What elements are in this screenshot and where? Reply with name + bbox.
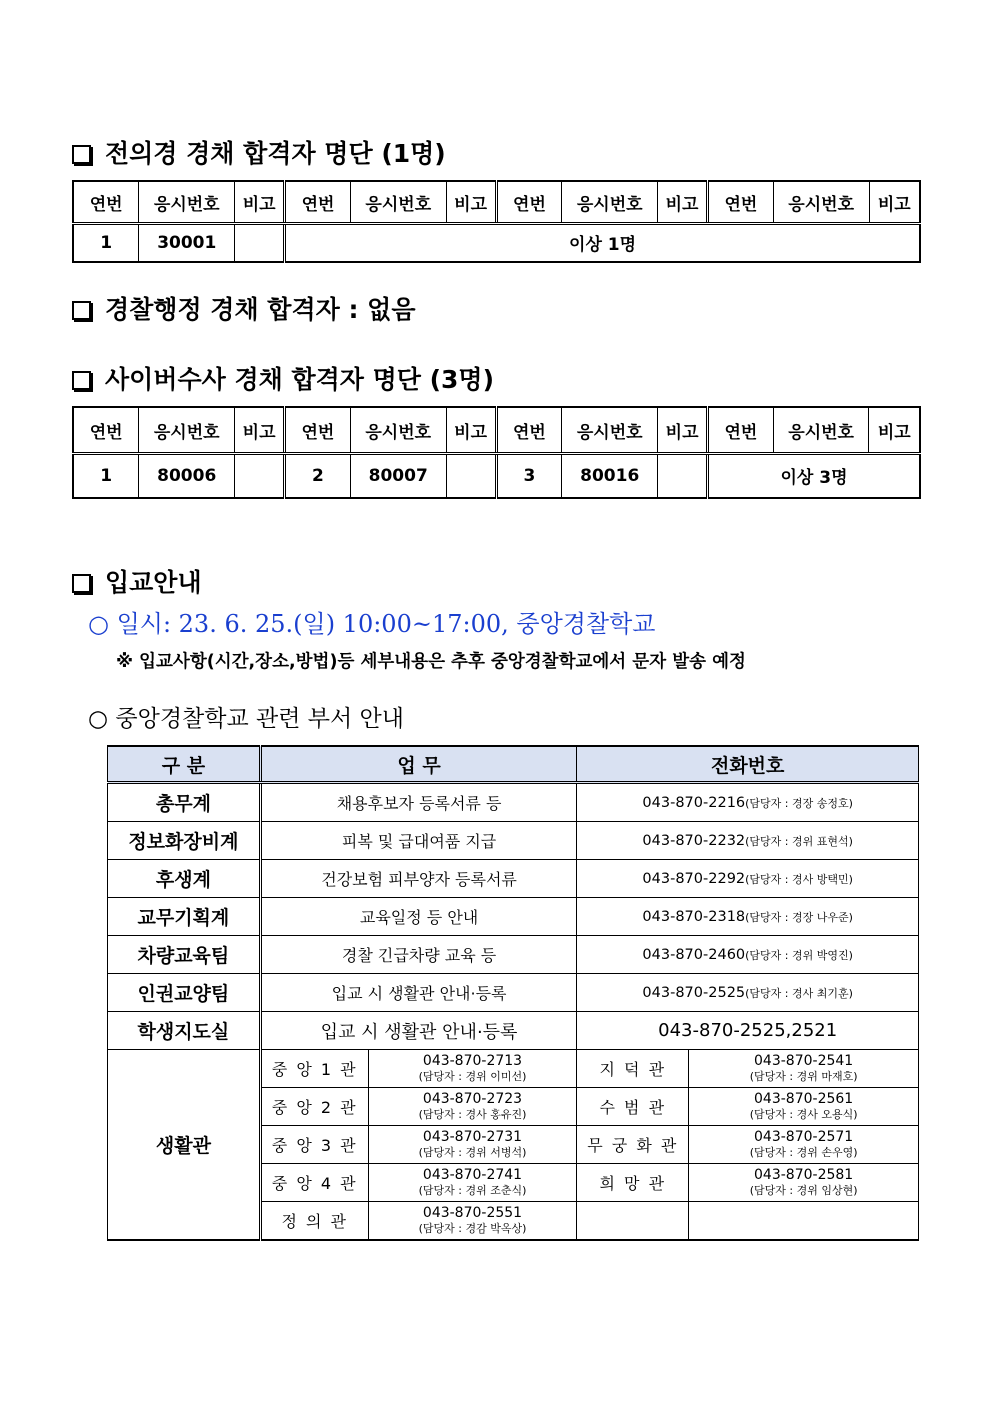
dept-work: 채용후보자 등록서류 등 xyxy=(260,783,577,822)
dept-phone: 043-870-2318(담당자 : 경장 나우준) xyxy=(577,898,919,936)
admission-note: ※ 입교사항(시간,장소,방법)등 세부내용은 추후 중앙경찰학교에서 문자 발송 예정 xyxy=(116,652,746,672)
dorm-phone: 043-870-2713 (담당자 : 경위 이미선) xyxy=(368,1050,577,1088)
header-note: 비고 xyxy=(446,181,496,224)
dept-name: 학생지도실 xyxy=(108,1012,261,1050)
table-row xyxy=(108,860,919,898)
table-row xyxy=(73,224,920,262)
dept-contact-table xyxy=(107,745,919,1241)
dorm-phone: 043-870-2551 (담당자 : 경감 박옥상) xyxy=(368,1202,577,1241)
dept-guide-title: ○ 중앙경찰학교 관련 부서 안내 xyxy=(88,706,404,732)
section-title-text: 입교안내 xyxy=(105,568,202,597)
header-no: 연번 xyxy=(285,181,351,224)
dorm-name: 중 앙 1 관 xyxy=(260,1050,368,1088)
section-title-text: 사이버수사 경채 합격자 명단 (3명) xyxy=(105,365,495,394)
header-note: 비고 xyxy=(235,181,285,224)
checkbox-square-icon xyxy=(72,301,91,320)
dorm-phone: 043-870-2581 (담당자 : 경위 임상현) xyxy=(689,1164,919,1202)
header-exam: 응시번호 xyxy=(139,407,235,454)
dept-work: 입교 시 생활관 안내·등록 xyxy=(260,1012,577,1050)
dept-phone: 043-870-2525,2521 xyxy=(577,1012,919,1050)
dorm-name: 정 의 관 xyxy=(260,1202,368,1241)
dept-phone: 043-870-2460(담당자 : 경위 박영진) xyxy=(577,936,919,974)
empty-cell xyxy=(689,1202,919,1241)
header-no: 연번 xyxy=(708,407,774,454)
dorm-name: 중 앙 2 관 xyxy=(260,1088,368,1126)
dept-work: 교육일정 등 안내 xyxy=(260,898,577,936)
cell-no: 1 xyxy=(73,454,139,498)
header-no: 연번 xyxy=(496,181,562,224)
table-header-row xyxy=(108,746,919,783)
cell-exam: 80016 xyxy=(562,454,658,498)
dorm-name: 무 궁 화 관 xyxy=(577,1126,689,1164)
dept-name: 차량교육팀 xyxy=(108,936,261,974)
table-row xyxy=(108,822,919,860)
dorm-row xyxy=(108,1050,919,1088)
dorm-name: 수 범 관 xyxy=(577,1088,689,1126)
table-row xyxy=(73,454,920,498)
table-row xyxy=(108,936,919,974)
dorm-phone: 043-870-2571 (담당자 : 경위 손우영) xyxy=(689,1126,919,1164)
dept-name: 인권교양팀 xyxy=(108,974,261,1012)
dorm-name: 지 덕 관 xyxy=(577,1050,689,1088)
table-row xyxy=(108,1012,919,1050)
dept-name: 정보화장비계 xyxy=(108,822,261,860)
dorm-phone: 043-870-2541 (담당자 : 경위 마재호) xyxy=(689,1050,919,1088)
dept-name: 교무기획계 xyxy=(108,898,261,936)
header-note: 비고 xyxy=(658,407,708,454)
cyber-result-table xyxy=(72,406,921,499)
dept-phone: 043-870-2292(담당자 : 경사 방택민) xyxy=(577,860,919,898)
dept-work: 건강보험 피부양자 등록서류 xyxy=(260,860,577,898)
table-header-row xyxy=(73,407,920,454)
header-no: 연번 xyxy=(73,181,139,224)
header-exam: 응시번호 xyxy=(139,181,235,224)
summary-cell: 이상 1명 xyxy=(285,224,920,262)
cell-no: 3 xyxy=(496,454,562,498)
header-exam: 응시번호 xyxy=(350,181,446,224)
dorm-phone: 043-870-2561 (담당자 : 경사 오용식) xyxy=(689,1088,919,1126)
checkbox-square-icon xyxy=(72,371,91,390)
header-exam: 응시번호 xyxy=(562,407,658,454)
dorm-name: 희 망 관 xyxy=(577,1164,689,1202)
admission-schedule: ○ 일시: 23. 6. 25.(일) 10:00~17:00, 중앙경찰학교 xyxy=(88,610,656,638)
checkbox-square-icon xyxy=(72,145,91,164)
dept-work: 피복 및 급대여품 지급 xyxy=(260,822,577,860)
header-note: 비고 xyxy=(235,407,285,454)
header-phone: 전화번호 xyxy=(577,746,919,783)
dept-work: 경찰 긴급차량 교육 등 xyxy=(260,936,577,974)
section-title-admission xyxy=(72,563,202,599)
header-no: 연번 xyxy=(285,407,351,454)
cell-exam: 30001 xyxy=(139,224,235,262)
header-exam: 응시번호 xyxy=(350,407,446,454)
dorm-name: 중 앙 4 관 xyxy=(260,1164,368,1202)
section-title-text: 경찰행정 경채 합격자 : 없음 xyxy=(105,295,416,324)
dorm-label: 생활관 xyxy=(108,1050,261,1241)
header-exam: 응시번호 xyxy=(773,407,869,454)
table-header-row xyxy=(73,181,920,224)
cell-no: 2 xyxy=(285,454,351,498)
header-note: 비고 xyxy=(869,407,920,454)
dorm-phone: 043-870-2741 (담당자 : 경위 조춘식) xyxy=(368,1164,577,1202)
section-title-cyber xyxy=(72,360,494,396)
cell-note xyxy=(658,454,708,498)
cell-note xyxy=(446,454,496,498)
header-note: 비고 xyxy=(658,181,708,224)
dept-phone: 043-870-2216(담당자 : 경장 송정호) xyxy=(577,783,919,822)
dept-name: 총무계 xyxy=(108,783,261,822)
riot-police-result-table xyxy=(72,180,921,263)
header-division: 구 분 xyxy=(108,746,261,783)
dorm-name: 중 앙 3 관 xyxy=(260,1126,368,1164)
section-title-text: 전의경 경채 합격자 명단 (1명) xyxy=(105,139,446,168)
header-work: 업 무 xyxy=(260,746,577,783)
cell-exam: 80006 xyxy=(139,454,235,498)
dept-work: 입교 시 생활관 안내·등록 xyxy=(260,974,577,1012)
summary-cell: 이상 3명 xyxy=(708,454,921,498)
dorm-phone: 043-870-2723 (담당자 : 경사 홍유진) xyxy=(368,1088,577,1126)
section-title-police-admin xyxy=(72,290,415,326)
dept-phone: 043-870-2232(담당자 : 경위 표현석) xyxy=(577,822,919,860)
header-exam: 응시번호 xyxy=(773,181,869,224)
header-no: 연번 xyxy=(707,181,773,224)
header-exam: 응시번호 xyxy=(562,181,658,224)
header-no: 연번 xyxy=(73,407,139,454)
cell-no: 1 xyxy=(73,224,139,262)
dorm-phone: 043-870-2731 (담당자 : 경위 서병석) xyxy=(368,1126,577,1164)
header-note: 비고 xyxy=(446,407,496,454)
empty-cell xyxy=(577,1202,689,1241)
section-title-riot-police xyxy=(72,134,446,170)
cell-note xyxy=(235,224,285,262)
dept-name: 후생계 xyxy=(108,860,261,898)
dept-phone: 043-870-2525(담당자 : 경사 최기훈) xyxy=(577,974,919,1012)
header-no: 연번 xyxy=(496,407,562,454)
table-row xyxy=(108,898,919,936)
checkbox-square-icon xyxy=(72,574,91,593)
table-row xyxy=(108,783,919,822)
table-row xyxy=(108,974,919,1012)
cell-note xyxy=(235,454,285,498)
header-note: 비고 xyxy=(869,181,920,224)
cell-exam: 80007 xyxy=(350,454,446,498)
